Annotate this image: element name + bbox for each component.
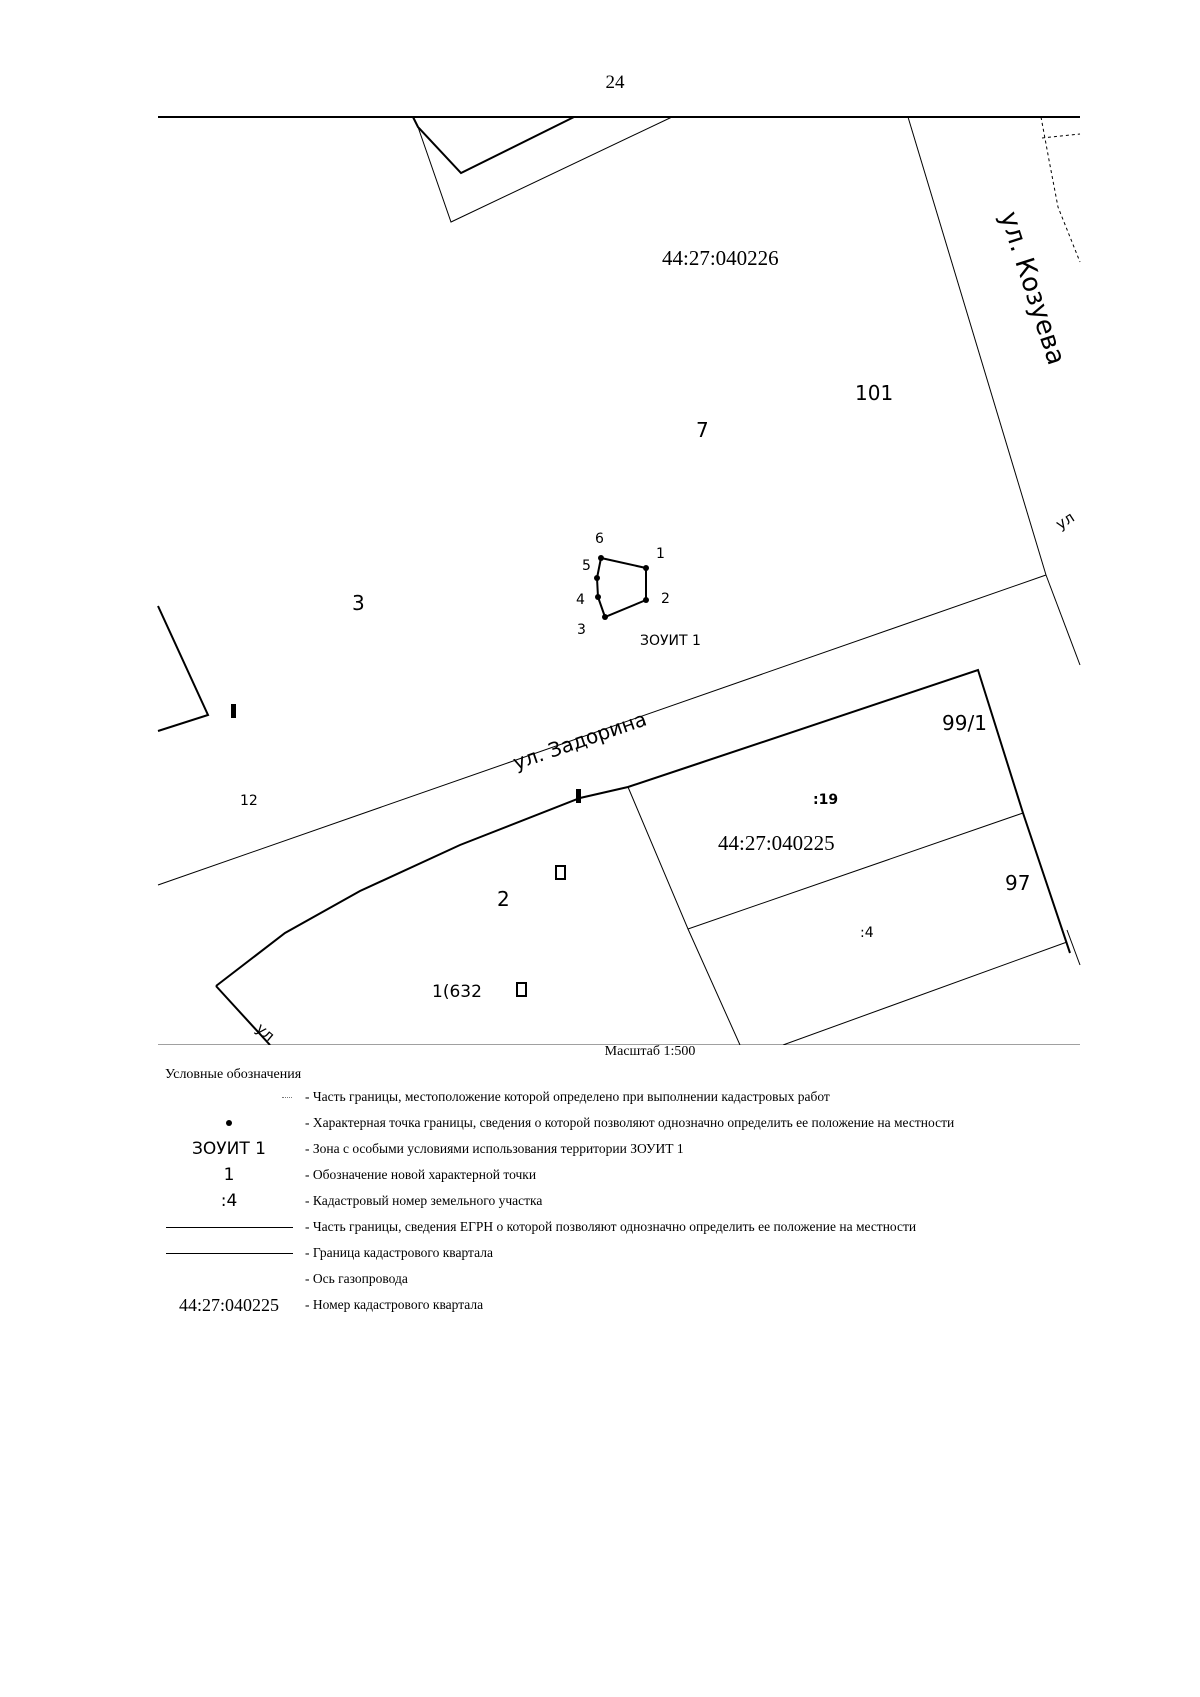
marker-building-2 bbox=[517, 983, 526, 996]
street-label-kozueva: ул. Козуева bbox=[993, 207, 1072, 369]
legend-symbol-quarter: 44:27:040225 bbox=[178, 1294, 279, 1315]
point-3 bbox=[602, 614, 608, 620]
legend-symbol-parcel: :4 bbox=[220, 1191, 238, 1211]
zone-label: ЗОУИТ 1 bbox=[640, 633, 701, 649]
point-6 bbox=[598, 555, 604, 561]
legend-symbol-dotted-line bbox=[155, 1097, 303, 1098]
zouit-zone-polygon bbox=[597, 558, 646, 617]
legend-item-quarter-boundary bbox=[155, 1240, 1155, 1266]
legend-desc: - Часть границы, сведения ЕГРН о которой позволяют однозначно определить ее положение на местности bbox=[305, 1219, 917, 1234]
quarter-label-north: 44:27:040226 bbox=[662, 246, 779, 270]
legend-symbol-dot bbox=[155, 1120, 303, 1126]
parcel-label-99: 99/1 bbox=[942, 711, 987, 735]
point-5 bbox=[594, 575, 600, 581]
legend-desc: - Характерная точка границы, сведения о которой позволяют однозначно определить ее положение на местности bbox=[305, 1115, 955, 1130]
legend-desc: - Номер кадастрового квартала bbox=[305, 1297, 484, 1312]
parcel-boundary-top bbox=[413, 117, 574, 173]
legend-item-parcel-number bbox=[155, 1188, 1155, 1214]
legend-desc: - Зона с особыми условиями использования территории ЗОУИТ 1 bbox=[305, 1141, 684, 1156]
point-2 bbox=[643, 597, 649, 603]
legend-item-quarter-number bbox=[155, 1292, 1155, 1318]
legend-item-kadastr-boundary bbox=[155, 1084, 1155, 1110]
point-label-6: 6 bbox=[595, 531, 604, 547]
dashed-boundary-right-2 bbox=[1042, 134, 1080, 138]
marker-left bbox=[231, 704, 236, 718]
point-label-3: 3 bbox=[577, 622, 586, 638]
street-kozueva-line-lower bbox=[1046, 575, 1080, 665]
parcel-label-12: 12 bbox=[240, 793, 258, 809]
legend-symbol-point-number: 1 bbox=[223, 1165, 235, 1185]
street-label-zadorina: ул. Задорина bbox=[509, 706, 650, 775]
parcel-label-1632: 1(632 bbox=[432, 982, 482, 1002]
legend-item-egrn-boundary bbox=[155, 1214, 1155, 1240]
legend-desc: - Кадастровый номер земельного участка bbox=[305, 1193, 543, 1208]
parcel-label-19: :19 bbox=[813, 792, 839, 808]
legend-desc: - Обозначение новой характерной точки bbox=[305, 1167, 537, 1182]
marker-road bbox=[576, 789, 581, 803]
parcel-boundary-top-outer bbox=[418, 117, 672, 222]
legend-item-gas-pipeline bbox=[155, 1266, 1155, 1292]
marker-building-1 bbox=[556, 866, 565, 879]
street-label-ul-bottom: ул bbox=[252, 1019, 279, 1045]
legend-symbol-line bbox=[155, 1227, 303, 1228]
legend-item-point bbox=[155, 1110, 1155, 1136]
parcel-label-97: 97 bbox=[1005, 871, 1031, 895]
parcel-4-bottom bbox=[783, 942, 1067, 1045]
quarter-label-south: 44:27:040225 bbox=[718, 831, 835, 855]
legend-desc: - Граница кадастрового квартала bbox=[305, 1245, 493, 1260]
parcel-label-4: :4 bbox=[860, 925, 874, 941]
legend-symbol-thick-line bbox=[155, 1253, 303, 1254]
legend-desc: - Часть границы, местоположение которой определено при выполнении кадастровых работ bbox=[305, 1089, 830, 1104]
point-label-5: 5 bbox=[582, 558, 591, 574]
dashed-boundary-right bbox=[1041, 117, 1080, 262]
parcel-19-boundary bbox=[628, 787, 1023, 929]
legend-symbol-zone: ЗОУИТ 1 bbox=[192, 1139, 266, 1159]
legend-desc: - Ось газопровода bbox=[305, 1271, 408, 1286]
parcel-label-101: 101 bbox=[855, 381, 894, 405]
legend-title: Условные обозначения bbox=[165, 1067, 302, 1082]
parcel-4-left bbox=[688, 929, 740, 1045]
parcel-label-7: 7 bbox=[696, 418, 709, 442]
point-1 bbox=[643, 565, 649, 571]
map-scale: Масштаб 1:500 bbox=[604, 1044, 696, 1059]
street-kozueva-line bbox=[908, 117, 1046, 575]
parcel-boundary-left bbox=[158, 606, 208, 731]
legend bbox=[155, 1084, 1155, 1318]
point-4 bbox=[595, 594, 601, 600]
parcel-label-2: 2 bbox=[497, 887, 510, 911]
page-number: 24 bbox=[605, 72, 625, 93]
legend-item-zone bbox=[155, 1136, 1155, 1162]
parcel-label-3: 3 bbox=[352, 591, 365, 615]
legend-item-new-point bbox=[155, 1162, 1155, 1188]
point-label-4: 4 bbox=[576, 592, 585, 608]
street-label-ul-right: ул bbox=[1052, 508, 1078, 534]
point-label-1: 1 bbox=[656, 546, 665, 562]
point-label-2: 2 bbox=[661, 591, 670, 607]
